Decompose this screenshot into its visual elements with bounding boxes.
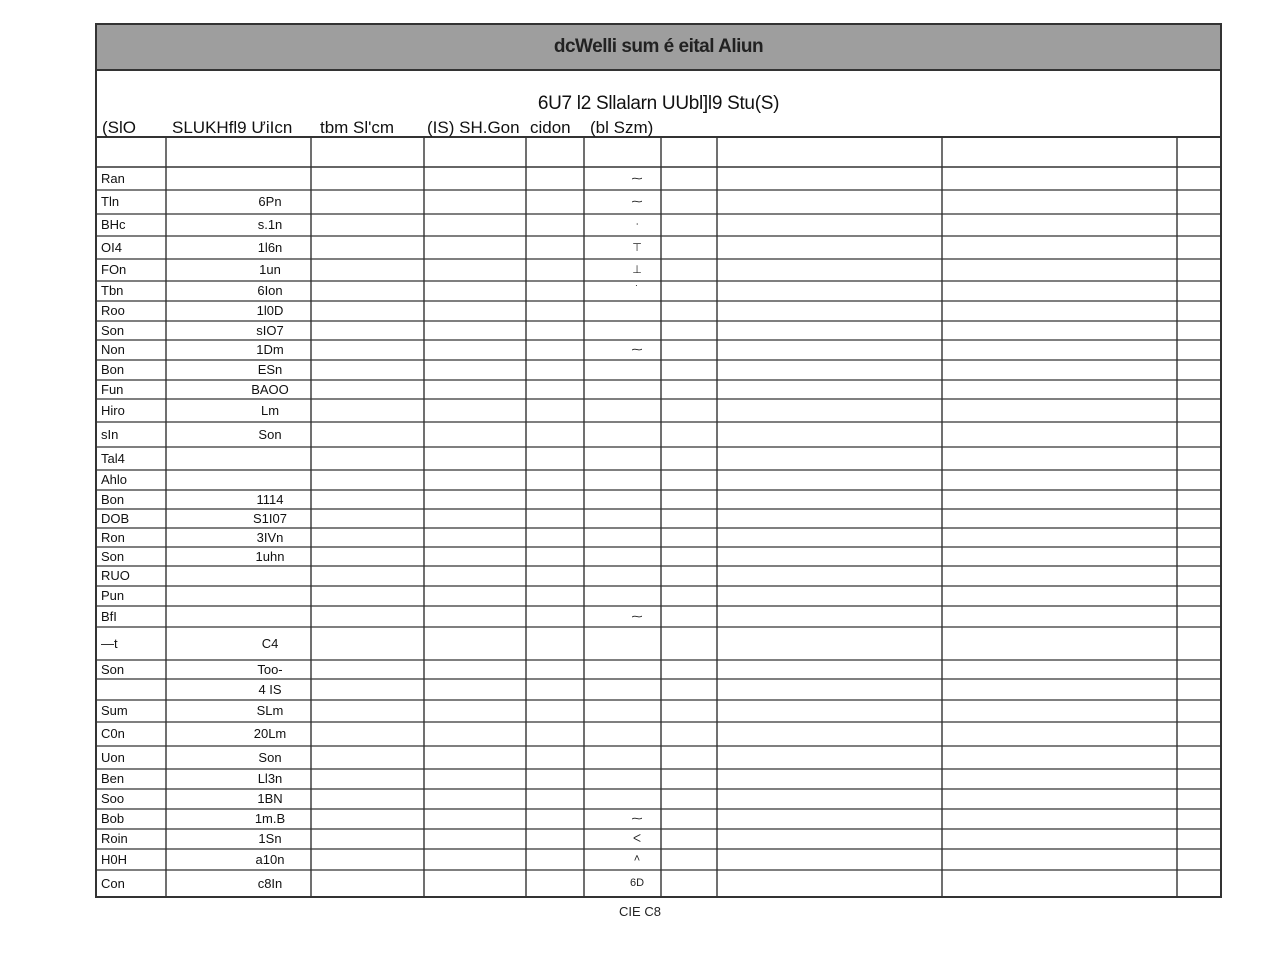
row-value: BAOO — [251, 381, 289, 397]
row-mark: ᐸ — [632, 833, 642, 845]
row-label: Son — [101, 548, 125, 564]
row-label: Pun — [101, 588, 125, 603]
row-value: 4 IS — [258, 681, 282, 697]
row-mark: ˄ — [633, 852, 641, 865]
row-value: Son — [258, 749, 282, 765]
row-value: 1l6n — [257, 239, 283, 255]
row-label: Tal4 — [101, 450, 125, 466]
row-value: 1un — [259, 262, 281, 277]
row-label: Son — [101, 661, 125, 677]
row-mark: 6D — [629, 876, 645, 889]
row-mark: ⁓ — [631, 196, 643, 208]
sheet-title: dcWelli sum é eital Aliun — [97, 25, 1220, 71]
row-mark: ⁓ — [631, 813, 643, 825]
row-label: Roo — [101, 303, 125, 318]
row-value: SLm — [256, 703, 284, 718]
row-label: DOB — [101, 510, 130, 526]
row-label: Non — [101, 342, 125, 357]
row-label: Ahlo — [101, 472, 128, 487]
row-mark: ⁓ — [631, 344, 643, 356]
row-label: BHc — [101, 217, 126, 232]
row-label: Ron — [101, 529, 125, 545]
row-mark: ⁓ — [631, 172, 643, 185]
row-value: c8In — [257, 875, 283, 891]
row-label: Bon — [101, 362, 125, 377]
row-value: Ll3n — [257, 771, 283, 786]
row-label: C0n — [101, 726, 125, 741]
row-label: Bob — [101, 811, 125, 826]
row-value: Lm — [260, 402, 280, 418]
row-label: RUO — [101, 568, 130, 583]
column-header-4: (IS) SH.Gon — [427, 118, 520, 137]
row-value: ESn — [257, 362, 283, 377]
sheet-subtitle: 6U7 l2 Sllalarn UUbl]l9 Stu(S) — [97, 71, 1220, 138]
column-header-3: tbm Sl'cm — [320, 118, 395, 137]
row-label: Roin — [101, 831, 128, 846]
column-header-5: cidon — [530, 118, 571, 137]
row-label: Tbn — [101, 283, 124, 298]
row-label: Hiro — [101, 402, 125, 418]
page-footer: CIE C8 — [619, 904, 661, 919]
row-label: Con — [101, 875, 125, 891]
row-value: 1uhn — [255, 548, 285, 564]
row-label: BfI — [101, 608, 117, 624]
row-label: FOn — [101, 262, 127, 277]
row-value: 3IVn — [256, 529, 284, 545]
column-header-2: SLUKHfl9 ƯiIcn — [172, 118, 293, 137]
row-label: Soo — [101, 791, 125, 806]
row-value: s.1n — [257, 217, 283, 232]
row-value: 1l0D — [256, 303, 284, 318]
row-value: S1I07 — [253, 510, 287, 526]
row-mark: ⊥ — [632, 264, 642, 276]
row-label: Ben — [101, 771, 125, 786]
row-label: —t — [101, 635, 118, 651]
row-mark: ⁓ — [631, 610, 643, 623]
row-label: Son — [101, 322, 125, 338]
row-value: C4 — [261, 635, 279, 651]
row-value: a10n — [255, 851, 285, 867]
row-label: Bon — [101, 491, 125, 507]
row-value: 6Ion — [257, 283, 283, 298]
column-header-6: (bl Szm) — [590, 118, 654, 137]
row-value: 20Lm — [253, 726, 287, 741]
row-value: 1m.B — [254, 811, 286, 826]
column-header-1: (SlO — [102, 118, 136, 137]
row-value: 1114 — [256, 491, 284, 507]
row-label: OI4 — [101, 239, 122, 255]
row-label: Tln — [101, 194, 120, 209]
row-label: sIn — [101, 426, 119, 442]
row-value: 1BN — [257, 791, 283, 806]
row-value: 1Dm — [256, 342, 284, 357]
row-mark: ˙ — [635, 284, 639, 296]
row-label: Ran — [101, 170, 125, 186]
row-label: Uon — [101, 749, 125, 765]
row-value: sIO7 — [256, 322, 284, 338]
row-mark: ⊤ — [632, 241, 642, 254]
row-value: 1Sn — [258, 831, 282, 846]
row-mark: ᐧ — [635, 219, 639, 231]
row-value: 6Pn — [258, 194, 282, 209]
row-label: H0H — [101, 851, 128, 867]
row-value: Son — [258, 426, 282, 442]
row-label: Fun — [101, 381, 124, 397]
row-label: Sum — [101, 703, 128, 718]
row-value: Too- — [257, 661, 283, 677]
